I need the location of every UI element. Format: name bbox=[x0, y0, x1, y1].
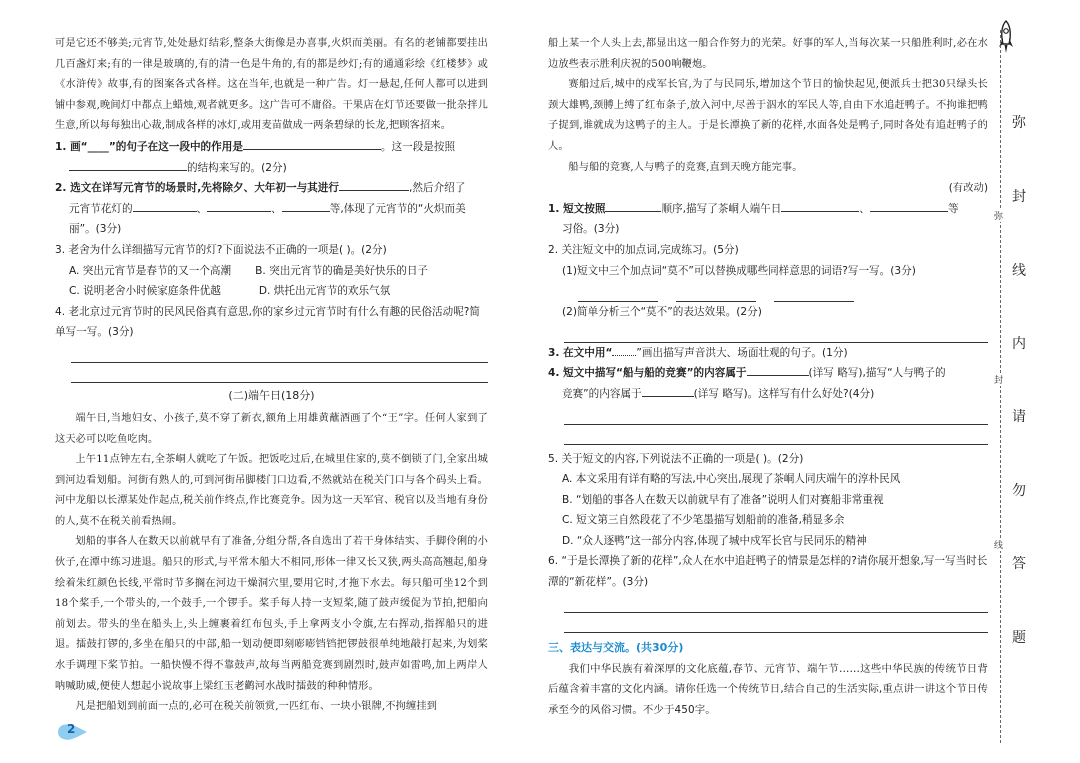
option-d[interactable]: D. “众人逐鸭”这一部分内容,体现了城中戍军长官与民同乐的精神 bbox=[562, 534, 867, 547]
option-b[interactable]: B. “划船的事各人在数天以前就早有了准备”说明人们对赛船非常重视 bbox=[562, 493, 884, 506]
seal-text-char: 内 bbox=[1012, 336, 1026, 352]
question-1: 1. 短文按照 顺序,描写了茶峒人端午日 、 等 bbox=[548, 199, 988, 220]
option-d[interactable]: D. 烘托出元宵节的欢乐气氛 bbox=[258, 285, 391, 298]
options-row bbox=[55, 261, 488, 282]
section-title: 三、表达与交流。(共30分) bbox=[548, 640, 684, 654]
seal-text-char: 请 bbox=[1012, 409, 1026, 425]
seal-text-char: 答 bbox=[1012, 556, 1026, 572]
seal-line bbox=[1000, 30, 1001, 743]
passage-paragraph: 可是它还不够美;元宵节,处处悬灯结彩,整条大街像是办喜事,火炽而美丽。有名的老铺都要挂出几百盏灯来;有的一律是玻璃的,有的清一色是牛角的,有的都是纱灯;有的通通彩绘《红楼梦》或《水浒传》故事,有的图案各式各样。这在当年,也就是一种广告。灯一悬起,任何人都可以进到铺中参观,晚间灯中都点上蜡烛,观者就更多。这广告可不庸俗。干果店在灯节还要做一批杂拌儿生意,所以每每独出心裁,制成各样的冰灯,或用麦苗做成一两条碧绿的长龙,把顾客招来。 bbox=[55, 38, 488, 132]
question-5: 5. 关于短文的内容,下列说法不正确的一项是( )。(2分) bbox=[548, 452, 804, 465]
option-b[interactable]: B. 突出元宵节的确是美好快乐的日子 bbox=[255, 264, 429, 277]
answer-blank[interactable] bbox=[747, 363, 809, 376]
answer-blank[interactable] bbox=[243, 137, 381, 150]
passage-paragraph: 上午11点钟左右,全茶峒人就吃了午饭。把饭吃过后,在城里住家的,莫不倒锁了门,全家出城到河边看划船。河街有熟人的,可到河街吊脚楼门口边看,不然就站在税关门口与各个码头上看。河中龙船以长潭某处作起点,税关前作终点,作比赛竞争。因为这一天军官、税官以及当地有身份的人,莫不在税关前看热闹。 bbox=[55, 454, 488, 527]
seal-small-char: 弥 bbox=[994, 209, 1003, 222]
seal-text-char: 弥 bbox=[1012, 115, 1026, 131]
answer-blanks-row bbox=[548, 287, 988, 302]
answer-line[interactable] bbox=[564, 405, 988, 425]
answer-line[interactable] bbox=[564, 613, 988, 633]
answer-blank[interactable] bbox=[207, 199, 271, 212]
passage-paragraph: 赛船过后,城中的戍军长官,为了与民同乐,增加这个节日的愉快起见,便派兵士把30只绿头长颈大雄鸭,颈膊上缚了红布条子,放入河中,尽善于泅水的军民人等,自由下水追赶鸭子。不拘谁把鸭子捉到,谁就成为这鸭子的主人。于是长潭换了新的花样,水面各处是鸭子,同时各处有追赶鸭子的人。 bbox=[548, 79, 988, 152]
question-3: 3. 在文中用“ ”画出描写声音洪大、场面壮观的句子。(1分) bbox=[548, 346, 848, 359]
answer-blank[interactable] bbox=[870, 199, 948, 212]
answer-blank[interactable] bbox=[69, 158, 187, 171]
option-a[interactable]: A. 突出元宵节是春节的又一个高潮 bbox=[69, 264, 232, 277]
answer-blank[interactable] bbox=[605, 199, 661, 212]
question-1: 1. 画“____”的句子在这一段中的作用是 。这一段是按照 bbox=[55, 137, 488, 158]
question-3: 3. 老舍为什么详细描写元宵节的灯?下面说法不正确的一项是( )。(2分) bbox=[55, 243, 387, 256]
rocket-icon bbox=[996, 20, 1016, 56]
left-column: 可是它还不够美;元宵节,处处悬灯结彩,整条大街像是办喜事,火炽而美丽。有名的老铺都要挂出几百盏灯来;有的一律是玻璃的,有的清一色是牛角的,有的都是纱灯;有的通通彩绘《红楼梦》或《水浒传》故事,有的图案各式各样。这在当年,也就是一种广告。灯一悬起,任何人都可以进到铺中参观,晚间灯中都点上蜡烛,观者就更多。这广告可不庸俗。干果店在灯节还要做一批杂拌儿生意,所以每每独出心裁,制成各样的冰灯,或用麦苗做成一两条碧绿的长龙,把顾客招来。 1. 画“____”的句子在这一段中的作用是 。这一段是按照 的结构来写的。(2分) 2. 选文在详写元宵节的场景时,先将除夕、大年初一与其进行 ,然后介绍了 元宵节花灯的 、 、 等,体现了元宵节的“火炽而美丽”。(3分) 3. 老舍为什么详细描写元宵节的灯?下面说法不正确的一项是( )。(2分) A. 突出元宵节是春节的又一个高潮 B. 突出元宵节的确是美好快乐的日子 C. 说明老舍小时候家庭条件优越 D. 烘托出元宵节的欢乐气氛 4. 老北京过元宵节时的民风民俗真有意思,你的家乡过元宵节时有什么有趣的民俗活动呢?简单写一写。(3分) (二)端午日(18分) 端午日,当地妇女、小孩子,莫不穿了新衣,额角上用雄黄蘸酒画了个“王”字。任何人家到了这天必可以吃鱼吃肉。 上午11点钟左右,全茶峒人就吃了午饭。把饭吃过后,在城里住家的,莫不倒锁了门,全家出城到河边看划船。河街有熟人的,可到河街吊脚楼门口边看,不然就站在税关门口与各个码头上看。河中龙船以长潭某处作起点,税关前作终点,作比赛竞争。因为这一天军官、税官以及当地有身份的人,莫不在税关前看热闹。 划船的事各人在数天以前就早有了准备,分组分帮,各自选出了若干身体结实、手脚伶俐的小伙子,在潭中练习进退。船只的形式,与平常木船大不相同,形体一律又长又狭,两头高高翘起,船身绘着朱红颜色长线,平常时节多搁在河边干燥洞穴里,要用它时,才拖下水去。每只船可坐12个到18个桨手,一个带头的,一个鼓手,一个锣手。桨手每人持一支短桨,随了鼓声缓促为节拍,把船向前划去。带头的坐在船头上,头上缠裹着红布包头,手上拿两支小令旗,左右挥动,指挥船只的进退。擂鼓打锣的,多坐在船只的中部,船一划动便即刻嘭嘭铛铛把锣鼓很单纯地敲打起来,为划桨水手调理下桨节拍。一船快慢不得不靠鼓声,故每当两船竞赛到剧烈时,鼓声如雷鸣,加上两岸人呐喊助威,便使人想起小说故事上梁红玉老鹳河水战时擂鼓的种种情形。 凡是把船划到前面一点的,必可在税关前领赏,一匹红布、一块小银牌,不拘缠挂到 bbox=[55, 34, 488, 718]
passage-paragraph: 船与船的竞赛,人与鸭子的竞赛,直到天晚方能完事。 bbox=[568, 161, 803, 173]
seal-text-char: 线 bbox=[1012, 263, 1026, 279]
answer-blank[interactable] bbox=[781, 199, 859, 212]
answer-blank[interactable] bbox=[339, 178, 409, 191]
right-column: 船上某一个人头上去,都显出这一船合作努力的光荣。好事的军人,当每次某一只船胜利时,必在水边放些表示胜利庆祝的500响鞭炮。 赛船过后,城中的戍军长官,为了与民同乐,增加这个节日的愉快起见,便派兵士把30只绿头长颈大雄鸭,颈膊上缚了红布条子,放入河中,尽善于泅水的军民人等,自由下水追赶鸭子。不拘谁把鸭子捉到,谁就成为这鸭子的主人。于是长潭换了新的花样,水面各处是鸭子,同时各处有追赶鸭子的人。 船与船的竞赛,人与鸭子的竞赛,直到天晚方能完事。 (有改动) 1. 短文按照 顺序,描写了茶峒人端午日 、 等 习俗。(3分) 2. 关注短文中的加点词,完成练习。(5分) (1)短文中三个加点词“莫不”可以替换成哪些同样意思的词语?写一写。(3分) (2)简单分析三个“莫不”的表达效果。(2分) 3. 在文中用“ ”画出描写声音洪大、场面壮观的句子。(1分) 4. 短文中描写“船与船的竞赛”的内容属于 (详写 略写),描写“人与鸭子的 竞赛”的内容属于 (详写 略写)。这样写有什么好处?(4分) 5. 关于短文的内容,下列说法不正确的一项是( )。(2分) A. 本文采用有详有略的写法,中心突出,展现了茶峒人同庆端午的淳朴民风 B. “划船的事各人在数天以前就早有了准备”说明人们对赛船非常重视 C. 短文第三自然段花了不少笔墨描写划船前的准备,稍显多余 D. “众人逐鸭”这一部分内容,体现了城中戍军长官与民同乐的精神 6. “于是长潭换了新的花样”,众人在水中追赶鸭子的情景是怎样的?请你展开想象,写一写当时长潭的“新花样”。(3分) 三、表达与交流。(共30分) 我们中华民族有着深厚的文化底蕴,春节、元宵节、端午节……这些中华民族的传统节日背后蕴含着丰富的文化内涵。请你任选一个传统节日,结合自己的生活实际,重点讲一讲这个节日传承至今的风俗习惯。不少于450字。 bbox=[548, 34, 988, 720]
section-title: (二)端午日(18分) bbox=[228, 388, 315, 402]
seal-text-char: 封 bbox=[1012, 189, 1026, 205]
passage-paragraph: 划船的事各人在数天以前就早有了准备,分组分帮,各自选出了若干身体结实、手脚伶俐的小伙子,在潭中练习进退。船只的形式,与平常木船大不相同,形体一律又长又狭,两头高高翘起,船身绘着朱红颜色长线,平常时节多搁在河边干燥洞穴里,要用它时,才拖下水去。每只船可坐12个到18个桨手,一个带头的,一个鼓手,一个锣手。桨手每人持一支短桨,随了鼓声缓促为节拍,把船向前划去。带头的坐在船头上,头上缠裹着红布包头,手上拿两支小令旗,左右挥动,指挥船只的进退。擂鼓打锣的,多坐在船只的中部,船一划动便即刻嘭嘭铛铛把锣鼓很单纯地敲打起来,为划桨水手调理下桨节拍。一船快慢不得不靠鼓声,故每当两船竞赛到剧烈时,鼓声如雷鸣,加上两岸人呐喊助威,便使人想起小说故事上梁红玉老鹳河水战时擂鼓的种种情形。 bbox=[55, 536, 488, 692]
question-2: 2. 选文在详写元宵节的场景时,先将除夕、大年初一与其进行 ,然后介绍了 bbox=[55, 178, 488, 199]
source-note: (有改动) bbox=[948, 182, 988, 195]
seal-text-char: 勿 bbox=[1012, 483, 1026, 499]
passage-paragraph: 船上某一个人头上去,都显出这一船合作努力的光荣。好事的军人,当每次某一只船胜利时,必在水边放些表示胜利庆祝的500响鞭炮。 bbox=[548, 38, 988, 70]
answer-blank[interactable] bbox=[642, 384, 694, 397]
question-4: 4. 老北京过元宵节时的民风民俗真有意思,你的家乡过元宵节时有什么有趣的民俗活动呢?简单写一写。(3分) bbox=[55, 305, 481, 339]
answer-blank[interactable] bbox=[676, 287, 756, 302]
seal-small-char: 线 bbox=[994, 538, 1003, 551]
options-row bbox=[55, 281, 488, 302]
answer-line[interactable] bbox=[71, 343, 488, 363]
answer-blank[interactable] bbox=[282, 199, 330, 212]
question-2: 2. 关注短文中的加点词,完成练习。(5分) bbox=[548, 243, 739, 256]
seal-text-char: 题 bbox=[1012, 630, 1026, 646]
option-c[interactable]: C. 短文第三自然段花了不少笔墨描写划船前的准备,稍显多余 bbox=[562, 514, 845, 527]
answer-blank[interactable] bbox=[133, 199, 197, 212]
answer-blank[interactable] bbox=[578, 287, 658, 302]
writing-prompt: 我们中华民族有着深厚的文化底蕴,春节、元宵节、端午节……这些中华民族的传统节日背后蕴含着丰富的文化内涵。请你任选一个传统节日,结合自己的生活实际,重点讲一讲这个节日传承至今的风俗习惯。不少于450字。 bbox=[548, 662, 988, 716]
answer-line[interactable] bbox=[564, 593, 988, 613]
answer-blank[interactable] bbox=[774, 287, 854, 302]
answer-line[interactable] bbox=[564, 323, 988, 343]
question-4: 4. 短文中描写“船与船的竞赛”的内容属于 (详写 略写),描写“人与鸭子的 bbox=[548, 363, 988, 384]
option-c[interactable]: C. 说明老舍小时候家庭条件优越 bbox=[69, 285, 221, 298]
passage-paragraph: 端午日,当地妇女、小孩子,莫不穿了新衣,额角上用雄黄蘸酒画了个“王”字。任何人家到了这天必可以吃鱼吃肉。 bbox=[55, 412, 488, 445]
option-a[interactable]: A. 本文采用有详有略的写法,中心突出,展现了茶峒人同庆端午的淳朴民风 bbox=[562, 473, 901, 486]
page-number: 2 bbox=[67, 722, 76, 736]
seal-small-char: 封 bbox=[994, 373, 1003, 386]
passage-paragraph: 凡是把船划到前面一点的,必可在税关前领赏,一匹红布、一块小银牌,不拘缠挂到 bbox=[75, 701, 438, 713]
answer-line[interactable] bbox=[71, 363, 488, 383]
question-6: 6. “于是长潭换了新的花样”,众人在水中追赶鸭子的情景是怎样的?请你展开想象,写一写当时长潭的“新花样”。(3分) bbox=[548, 555, 988, 589]
answer-line[interactable] bbox=[564, 425, 988, 445]
page-number-badge bbox=[56, 722, 88, 742]
